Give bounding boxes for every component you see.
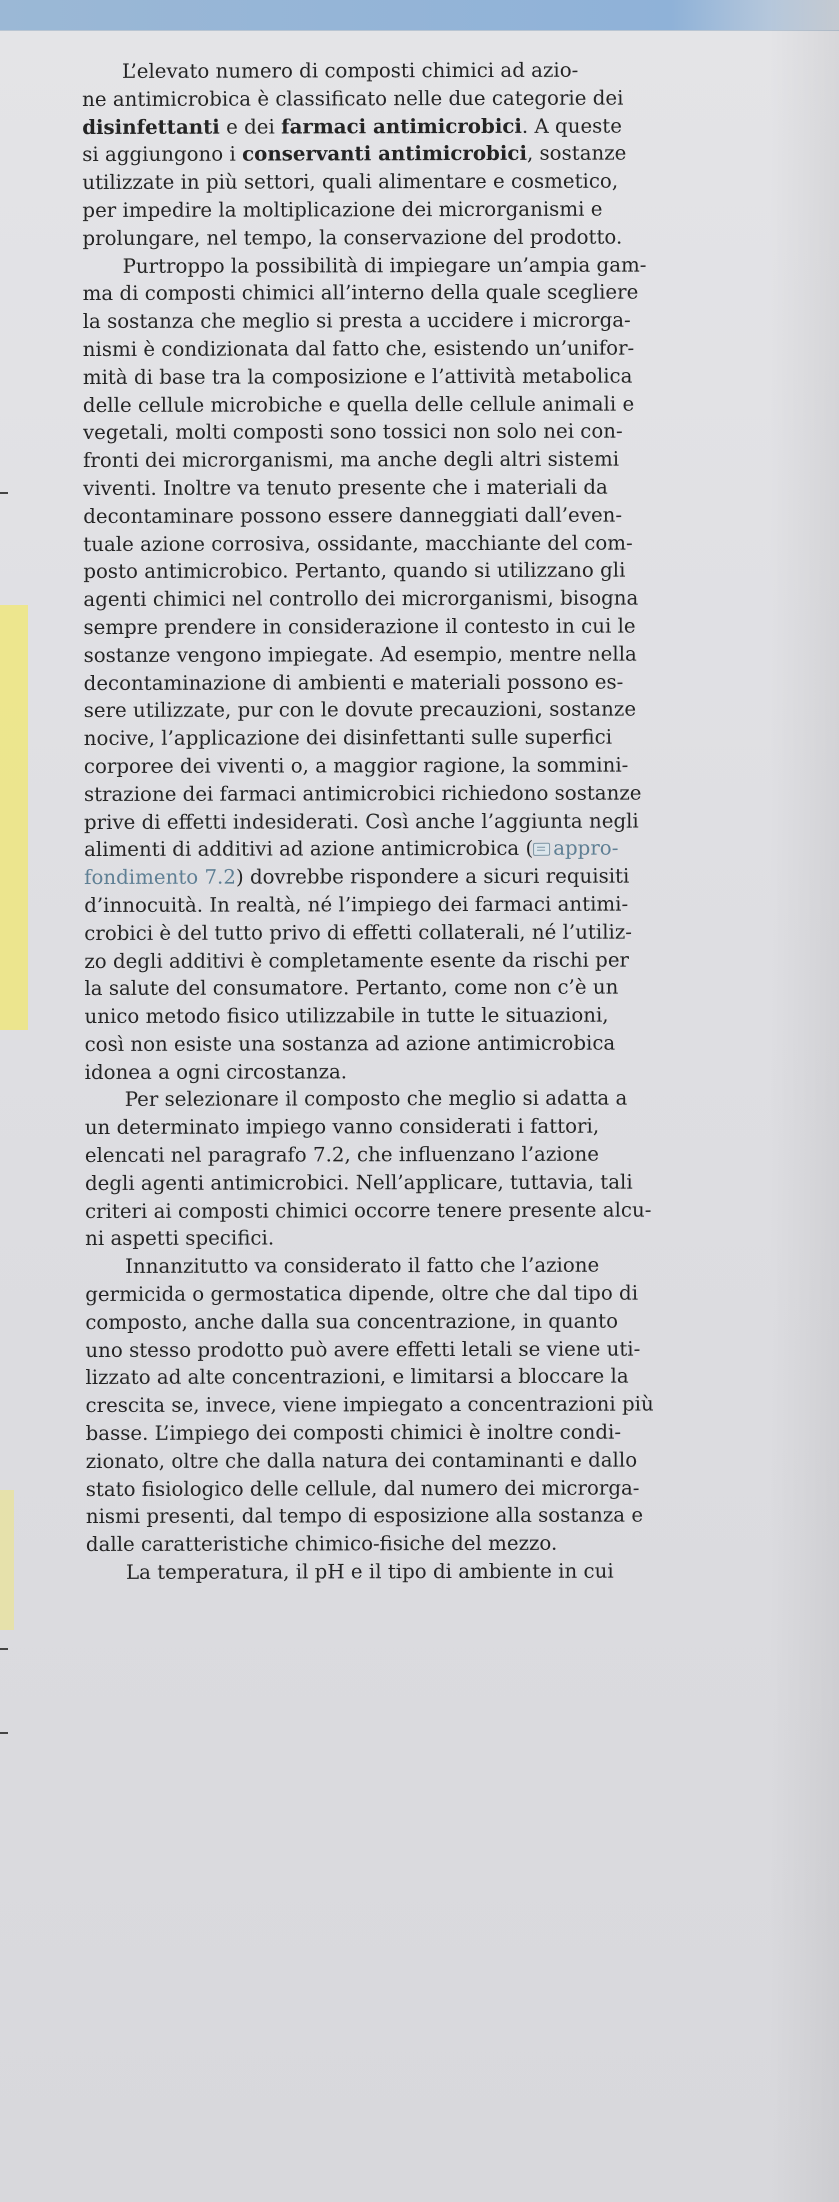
text-line: Innanzitutto va considerato il fatto che l’azione xyxy=(125,1253,600,1279)
text-line: crescita se, invece, viene impiegato a concentrazioni più xyxy=(85,1392,654,1418)
text-line: così non esiste una sostanza ad azione antimicrobica xyxy=(84,1031,616,1056)
text-line: composto, anche dalla sua concentrazione, in quanto xyxy=(85,1309,619,1334)
text-line: posto antimicrobico. Pertanto, quando si utilizzano gli xyxy=(83,558,626,584)
highlighter-mark xyxy=(0,605,28,1030)
text-line: agenti chimici nel controllo dei microrganismi, bisogna xyxy=(83,586,639,612)
text-line: corporee dei viventi o, a maggior ragione, la sommini- xyxy=(83,753,629,778)
approfondimento-link-continued[interactable]: fondimento 7.2 xyxy=(84,865,236,890)
text-line: Purtroppo la possibilità di impiegare un’ampia gam- xyxy=(122,253,647,278)
text-line: zionato, oltre che dalla natura dei contaminanti e dallo xyxy=(85,1448,638,1473)
text-line: decontaminazione di ambienti e materiali possono es- xyxy=(83,670,624,695)
text-line: nismi è condizionata dal fatto che, esistendo un’unifor- xyxy=(82,336,635,361)
term-conservanti-antimicrobici: conservanti antimicrobici xyxy=(242,141,527,166)
text-line: la sostanza che meglio si presta a uccidere i microrga- xyxy=(82,308,631,334)
text-line: mità di base tra la composizione e l’attività metabolica xyxy=(82,364,633,389)
text-line: sere utilizzate, pur con le dovute precauzioni, sostanze xyxy=(83,697,637,723)
text-line: fronti dei microrganismi, ma anche degli altri sistemi xyxy=(83,447,620,473)
text-line: zo degli additivi è completamente esente da rischi per xyxy=(84,948,630,973)
text-fragment: , sostanze xyxy=(526,141,627,166)
text-line: ne antimicrobica è classificato nelle due categorie dei xyxy=(82,86,624,111)
text-line: ni aspetti specifici. xyxy=(85,1226,275,1251)
text-line: uno stesso prodotto può avere effetti letali se viene uti- xyxy=(85,1337,641,1362)
margin-tick xyxy=(0,492,8,494)
text-line xyxy=(84,862,729,891)
text-line: un determinato impiego vanno considerati i fattori, xyxy=(84,1114,600,1140)
body-text xyxy=(82,56,731,1587)
text-line: ma di composti chimici all’interno della quale scegliere xyxy=(82,280,639,306)
text-line: viventi. Inoltre va tenuto presente che i materiali da xyxy=(83,475,608,500)
text-line: prolungare, nel tempo, la conservazione del prodotto. xyxy=(82,225,623,250)
text-line: degli agenti antimicrobici. Nell’applicare, tuttavia, tali xyxy=(84,1170,633,1195)
paragraph-intro xyxy=(82,56,728,252)
text-line xyxy=(82,140,727,169)
highlighter-mark-lower xyxy=(0,1490,14,1630)
text-line: La temperatura, il pH e il tipo di ambiente in cui xyxy=(125,1559,614,1584)
text-line xyxy=(82,112,727,141)
text-line: idonea a ogni circostanza. xyxy=(84,1059,348,1084)
text-line: decontaminare possono essere danneggiati dall’even- xyxy=(83,503,623,528)
margin-tick xyxy=(0,1732,8,1734)
text-line: per impedire la moltiplicazione dei microrganismi e xyxy=(82,197,603,222)
page-top-band xyxy=(0,0,839,31)
text-line: sostanze vengono impiegate. Ad esempio, mentre nella xyxy=(83,642,637,667)
margin-tick xyxy=(0,1648,8,1650)
text-line: elencati nel paragrafo 7.2, che influenzano l’azione xyxy=(84,1142,599,1168)
text-line: basse. L’impiego dei composti chimici è inoltre condi- xyxy=(85,1420,622,1446)
text-line: crobici è del tutto privo di effetti collaterali, né l’utiliz- xyxy=(84,920,632,945)
text-line: lizzato ad alte concentrazioni, e limitarsi a bloccare la xyxy=(85,1365,629,1390)
paragraph-concentrazione xyxy=(85,1252,731,1559)
text-line: nismi presenti, dal tempo di esposizione alla sostanza e xyxy=(85,1503,644,1529)
approfondimento-link-label: appro- xyxy=(553,836,619,861)
paragraph-temperatura xyxy=(86,1557,731,1586)
page-curl-shadow xyxy=(769,0,839,2202)
paragraph-selezione xyxy=(85,1085,730,1253)
text-line: strazione dei farmaci antimicrobici richiedono sostanze xyxy=(83,781,642,806)
term-farmaci-antimicrobici: farmaci antimicrobici xyxy=(281,113,522,139)
text-line: sempre prendere in considerazione il contesto in cui le xyxy=(83,614,636,639)
text-line: germicida o germostatica dipende, oltre che dal tipo di xyxy=(85,1281,639,1307)
text-fragment: ) dovrebbe rispondere a sicuri requisiti xyxy=(235,864,630,889)
text-fragment: . A queste xyxy=(521,114,622,138)
text-line: prive di effetti indesiderati. Così anche l’aggiunta negli xyxy=(83,809,639,834)
text-line: tuale azione corrosiva, ossidante, macchiante del com- xyxy=(83,531,633,556)
text-line: Per selezionare il composto che meglio si adatta a xyxy=(124,1087,628,1112)
text-line: utilizzate in più settori, quali alimentare e cosmetico, xyxy=(82,169,619,195)
text-line: unico metodo fisico utilizzabile in tutte le situazioni, xyxy=(84,1003,609,1029)
text-line: dalle caratteristiche chimico-fisiche del mezzo. xyxy=(85,1531,558,1557)
text-line: vegetali, molti composti sono tossici non solo nei con- xyxy=(82,419,623,445)
book-reference-icon xyxy=(533,843,550,856)
term-disinfettanti: disinfettanti xyxy=(82,114,220,139)
paragraph-composti xyxy=(83,251,730,1087)
text-fragment: e dei xyxy=(219,115,282,139)
text-fragment: si aggiungono i xyxy=(82,142,243,167)
text-line: delle cellule microbiche e quella delle cellule animali e xyxy=(82,392,635,417)
text-line: d’innocuità. In realtà, né l’impiego dei farmaci antimi- xyxy=(84,892,629,917)
text-line: criteri ai composti chimici occorre tenere presente alcu- xyxy=(84,1198,652,1223)
text-line: L’elevato numero di composti chimici ad azio- xyxy=(122,58,579,83)
text-fragment: alimenti di additivi ad azione antimicrobica ( xyxy=(84,837,534,862)
approfondimento-link[interactable] xyxy=(533,837,618,860)
text-line: la salute del consumatore. Pertanto, come non c’è un xyxy=(84,975,619,1001)
text-line: stato fisiologico delle cellule, dal numero dei microrga- xyxy=(85,1476,640,1501)
text-line xyxy=(84,835,729,864)
text-line: nocive, l’applicazione dei disinfettanti sulle superfici xyxy=(83,725,613,751)
